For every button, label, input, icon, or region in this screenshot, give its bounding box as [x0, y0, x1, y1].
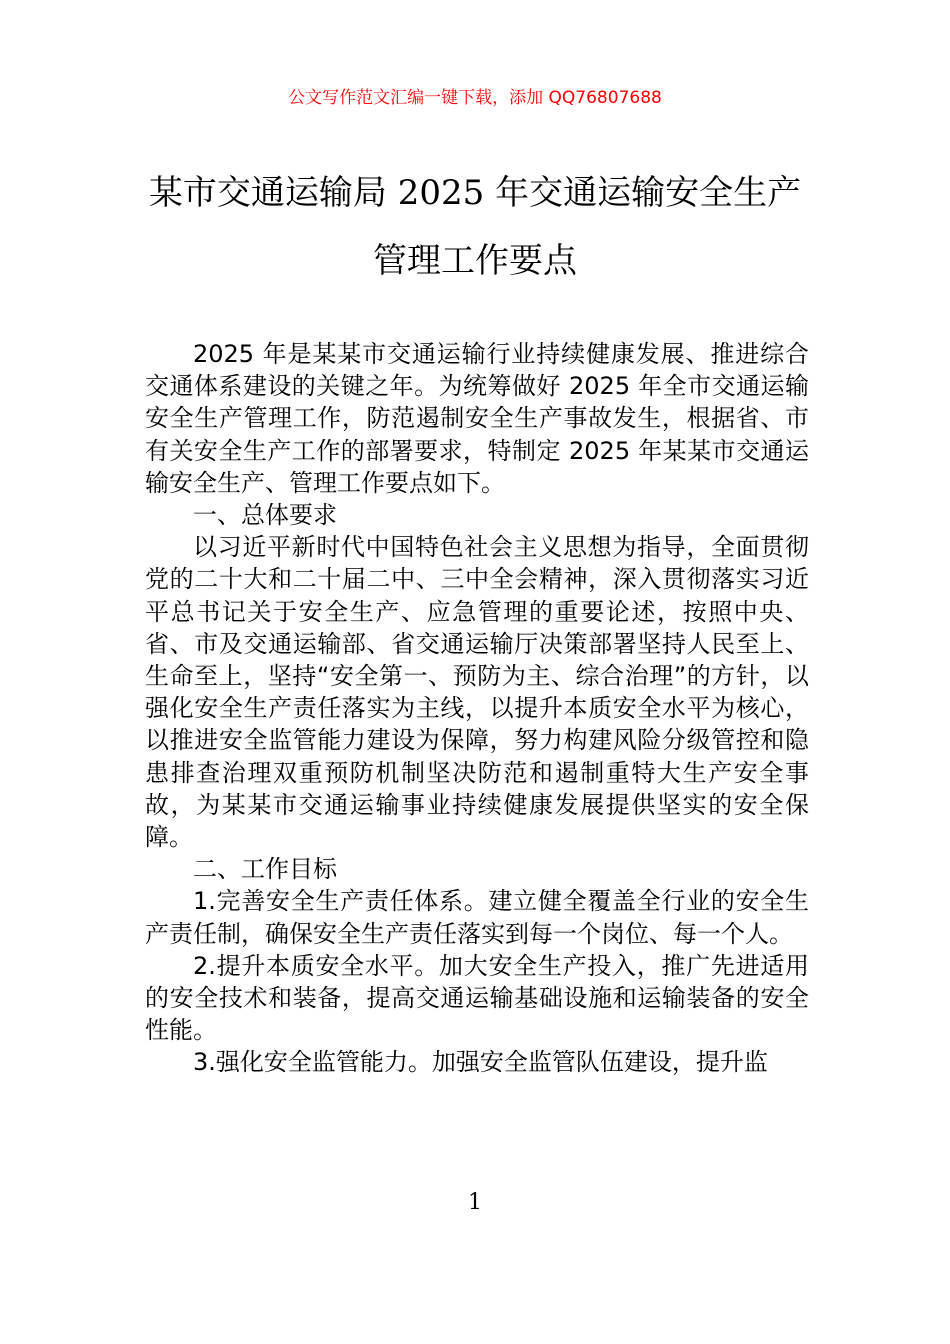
document-title-line-1: 某市交通运输局 2025 年交通运输安全生产 — [148, 173, 802, 213]
section-heading-work-goals: 二、工作目标 — [193, 855, 337, 884]
page-number: 1 — [468, 1190, 482, 1215]
section-heading-general-requirements: 一、总体要求 — [193, 501, 337, 530]
paragraph-goal-1: 1.完善安全生产责任体系。建立健全覆盖全行业的安全生产责任制，确保安全生产责任落实到每一个岗位、每一个人。 — [145, 887, 809, 948]
header-banner: 公文写作范文汇编一键下载，添加 QQ76807688 — [288, 88, 662, 108]
document-body — [145, 338, 809, 1079]
paragraph-goal-2: 2.提升本质安全水平。加大安全生产投入，推广先进适用的安全技术和装备，提高交通运输基础设施和运输装备的安全性能。 — [145, 951, 809, 1045]
paragraph-goal-3: 3.强化安全监管能力。加强安全监管队伍建设，提升监 — [193, 1048, 768, 1077]
document-title-line-2: 管理工作要点 — [373, 241, 577, 281]
paragraph-general-requirements: 以习近平新时代中国特色社会主义思想为指导，全面贯彻党的二十大和二十届二中、三中全会精神，深入贯彻落实习近平总书记关于安全生产、应急管理的重要论述，按照中央、省、市及交通运输部、省交通运输厅决策部署坚持人民至上、生命至上，坚持“安全第一、预防为主、综合治理”的方针，以强化安全生产责任落实为主线，以提升本质安全水平为核心，以推进安全监管能力建设为保障，努力构建风险分级管控和隐患排查治理双重预防机制坚决防范和遏制重特大生产安全事故，为某某市交通运输事业持续健康发展提供坚实的安全保障。 — [145, 533, 809, 852]
paragraph-intro: 2025 年是某某市交通运输行业持续健康发展、推进综合交通体系建设的关键之年。为统筹做好 2025 年全市交通运输安全生产管理工作，防范遏制安全生产事故发生，根据省、市有关安全生产工作的部署要求，特制定 2025 年某某市交通运输安全生产、管理工作要点如下。 — [145, 340, 809, 497]
